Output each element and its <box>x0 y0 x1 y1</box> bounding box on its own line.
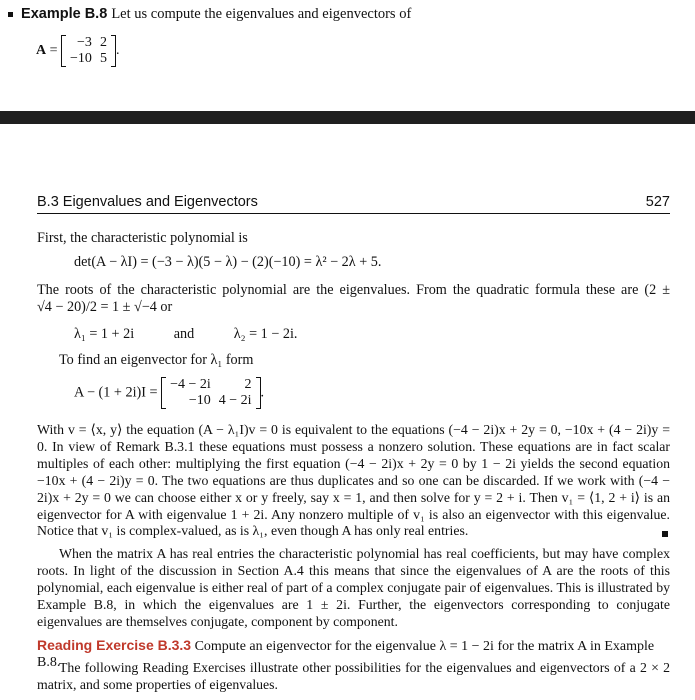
example-label: Example B.8 <box>21 6 108 22</box>
paragraph-eigenvector-intro: To find an eigenvector for λ₁ form <box>59 352 254 368</box>
paragraph-roots <box>37 282 670 316</box>
matrix-cell: −10 <box>188 393 211 408</box>
roots-line-1: The roots of the characteristic polynomial are the eigenvalues. From the quadratic formula these are (2 ± <box>37 282 670 298</box>
matrix-cell: 5 <box>99 51 107 66</box>
matrix-cell: −4 − 2i <box>170 377 211 392</box>
exercise-text: Compute an eigenvector for the eigenvalue λ = 1 − 2i for the matrix A in Example B.8. <box>37 639 655 670</box>
matrix-cell: 4 − 2i <box>218 393 252 408</box>
matrix-cell: 2 <box>99 35 107 50</box>
example-heading <box>8 6 411 23</box>
matrix-shifted <box>161 377 260 409</box>
matrix-A <box>61 35 116 67</box>
equation-shifted-matrix: A − (1 + 2i)I = −4 − 2i 2 −10 4 − 2i . <box>74 377 265 408</box>
following-text: The following Reading Exercises illustrate other possibilities for the eigenvalues and eigenvectors of a 2 × 2 matrix, and some properties of eigenvalues. <box>37 660 670 692</box>
derivation-text: With v = ⟨x, y⟩ the equation (A − λ₁I)v = 0 is equivalent to the equations (−4 − 2i)x + 2y = 0, −10x + (4 − 2i)y = 0. In view of Remark B.3.1 these equations must possess a nonzero solution. These equations are in fact scalar multiples of each other: multiplying the first equation (−4 − 2i)x + 2y = 0 by 1 − 2i yields the second equation −10x + (4 − 2i)y = 0. The two equations are thus duplicates and so one can be discarded. If we work with (−4 − 2i)x + 2y = 0 we can choose either x or y freely, say x = 1, and then solve for y = 2 + i. Then v₁ = ⟨1, 2 + i⟩ is an eigenvector for A with eigenvalue 1 + 2i. Any nonzero multiple of v₁ is also an eigenvector with this eigenvalue. Notice that v₁ is complex-valued, as is λ₁, even though A has only real entries. <box>37 422 670 539</box>
example-matrix-equation: A = −3 2 −10 5 . <box>36 35 120 66</box>
lambda-2: λ₂ = 1 − 2i. <box>233 326 298 342</box>
paragraph-eigenvector-derivation <box>37 422 670 540</box>
complex-roots-text: When the matrix A has real entries the characteristic polynomial has real coefficients, but may have complex roots. In light of the discussion in Section A.4 this means that since the eigenvalues of A are the roots of this polynomial, each eigenvalue is either real of part of a complex conjugate pair of eigenvalues. This is illustrated by Example B.8, in which the eigenvalues are 1 ± 2i. Further, the eigenvectors corresponding to conjugate eigenvalues are themselves conjugate, component by component. <box>37 546 670 629</box>
matrix-cell: −10 <box>70 51 92 66</box>
header-rule <box>37 213 670 214</box>
paragraph-intro: First, the characteristic polynomial is <box>37 230 248 246</box>
eigenvalues-line <box>74 326 297 343</box>
paragraph-complex-roots <box>37 546 670 631</box>
end-of-example-icon <box>662 531 668 537</box>
page-number: 527 <box>645 194 670 210</box>
roots-line-2: √4 − 20)/2 = 1 ± √−4 or <box>37 299 173 315</box>
example-text: Let us compute the eigenvalues and eigenvectors of <box>111 6 412 22</box>
bullet-icon <box>8 12 13 17</box>
divider-bar <box>0 111 695 124</box>
lambda-1: λ₁ = 1 + 2i <box>74 326 135 342</box>
matrix-name: A <box>36 43 47 59</box>
and-word: and <box>173 326 195 342</box>
matrix-cell: 2 <box>244 377 252 392</box>
shifted-matrix-lhs: A − (1 + 2i)I = <box>74 384 158 401</box>
paragraph-following <box>37 660 670 694</box>
equation-characteristic: det(A − λI) = (−3 − λ)(5 − λ) − (2)(−10) = λ² − 2λ + 5. <box>74 254 382 270</box>
exercise-label: Reading Exercise B.3.3 <box>37 637 192 653</box>
section-title: B.3 Eigenvalues and Eigenvectors <box>37 194 258 210</box>
matrix-cell: −3 <box>77 35 92 50</box>
